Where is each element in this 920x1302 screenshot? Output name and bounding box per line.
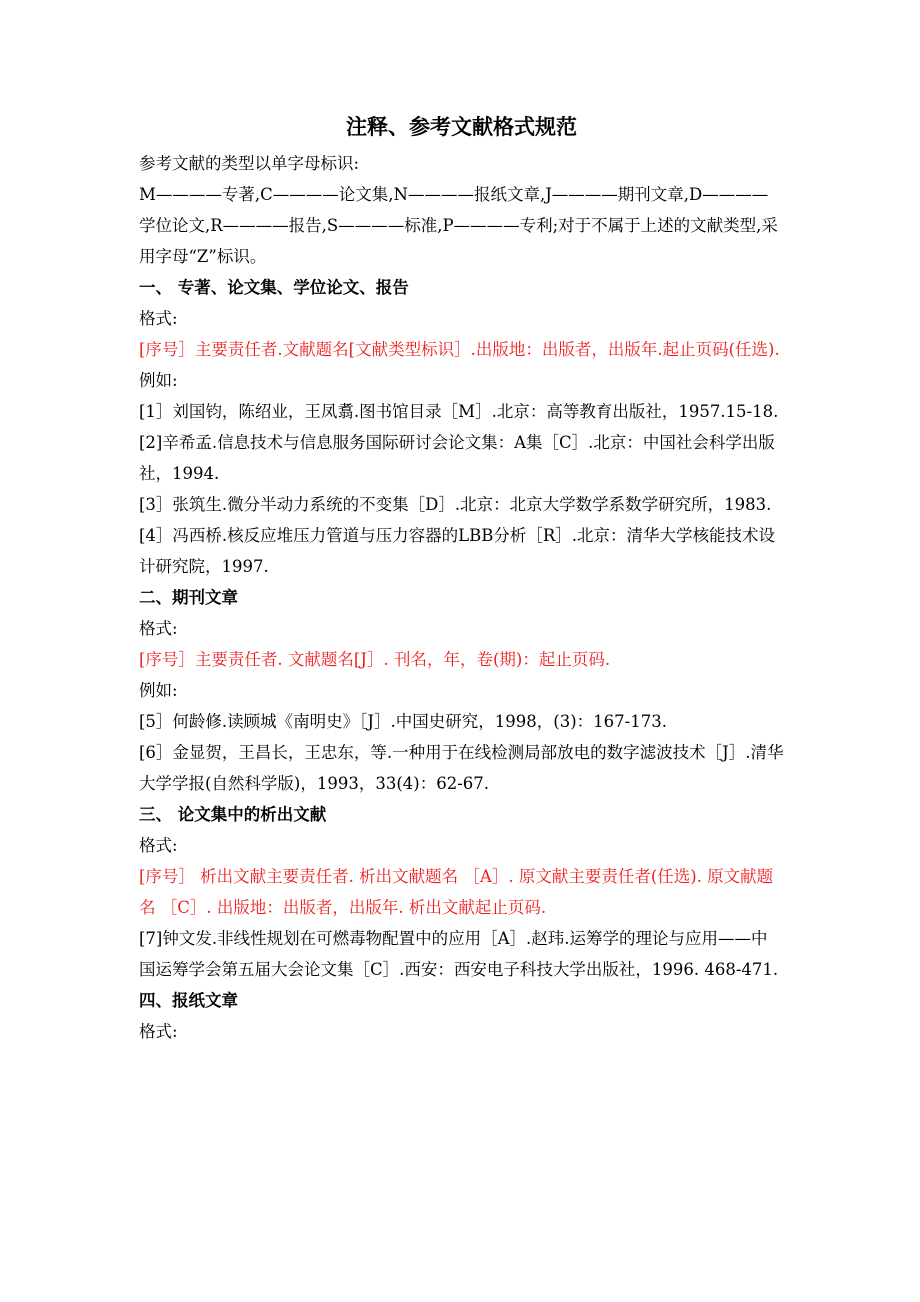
format-label: 格式: xyxy=(139,836,178,855)
reference-entry: [6］金显贺，王昌长，王忠东，等.一种用于在线检测局部放电的数字滤波技术［J］.清华大学学报(自然科学版)，1993，33(4)：62-67. xyxy=(139,743,784,793)
type-codes-paragraph: M————专著,C————论文集,N————报纸文章,J————期刊文章,D————学位论文,R————报告,S————标准,P————专利;对于不属于上述的文献类型,采用字母“Z”标识。 xyxy=(139,185,778,266)
format-label: 格式: xyxy=(139,619,178,638)
section-heading: 二、期刊文章 xyxy=(139,588,238,607)
reference-entry: [1］刘国钧，陈绍业，王凤翥.图书馆目录［M］.北京：高等教育出版社，1957.15-18. xyxy=(139,402,779,421)
example-label: 例如: xyxy=(139,371,178,390)
format-label: 格式: xyxy=(139,309,178,328)
reference-entry: [3］张筑生.微分半动力系统的不变集［D］.北京：北京大学数学系数学研究所，1983. xyxy=(139,495,772,514)
document-title: 注释、参考文献格式规范 xyxy=(346,115,577,139)
section-heading: 四、报纸文章 xyxy=(139,991,238,1010)
format-template: [序号］主要责任者.文献题名[文献类型标识］.出版地：出版者，出版年.起止页码(任选). xyxy=(139,340,780,359)
example-label: 例如: xyxy=(139,681,178,700)
document-page xyxy=(139,110,784,1047)
reference-entry: [4］冯西桥.核反应堆压力管道与压力容器的LBB分析［R］.北京：清华大学核能技术设计研究院，1997. xyxy=(139,526,776,576)
reference-entry: [7]钟文发.非线性规划在可燃毒物配置中的应用［A］.赵玮.运筹学的理论与应用——中国运筹学会第五届大会论文集［C］.西安：西安电子科技大学出版社，1996. 468-471. xyxy=(139,929,779,979)
reference-entry: [5］何龄修.读顾城《南明史》［J］.中国史研究，1998，(3)：167-173. xyxy=(139,712,667,731)
intro-line: 参考文献的类型以单字母标识: xyxy=(139,154,360,173)
reference-entry: [2]辛希孟.信息技术与信息服务国际研讨会论文集：A集［C］.北京：中国社会科学出版社，1994. xyxy=(139,433,775,483)
format-template: [序号］ 析出文献主要责任者. 析出文献题名 ［A］. 原文献主要责任者(任选). 原文献题名 ［C］. 出版地：出版者，出版年. 析出文献起止页码. xyxy=(139,867,774,917)
format-template: [序号］主要责任者. 文献题名[J］. 刊名，年，卷(期)：起止页码. xyxy=(139,650,611,669)
section-heading: 一、 专著、论文集、学位论文、报告 xyxy=(139,278,409,297)
format-label: 格式: xyxy=(139,1022,178,1041)
section-heading: 三、 论文集中的析出文献 xyxy=(139,805,327,824)
